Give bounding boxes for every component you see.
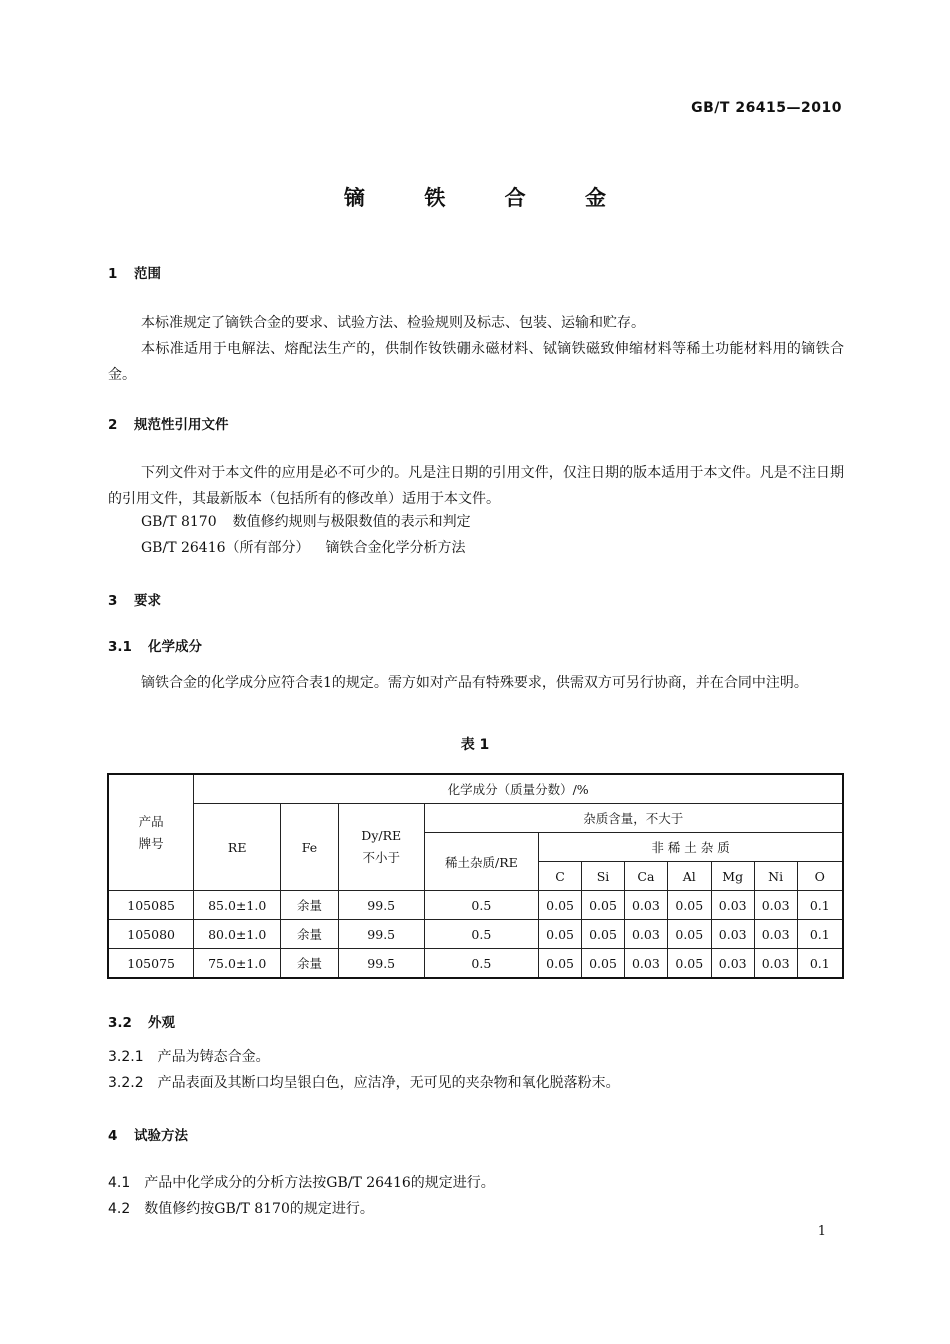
reference-code: GB/T 26416（所有部分） [141,540,310,556]
reference-item-2 [141,537,466,557]
impurity-ni-cell: 0.03 [754,949,797,979]
clause-text: 产品中化学成分的分析方法按GB/T 26416的规定进行。 [144,1175,495,1191]
fe-cell: 余量 [281,949,339,979]
reference-item-1 [141,511,471,531]
clause-number: 4.2 [108,1201,131,1217]
header-element-si: Si [582,862,625,891]
header-impurity: 杂质含量，不大于 [424,804,843,833]
table-row [108,949,843,979]
impurity-al-cell: 0.05 [667,891,711,920]
product-grade-cell: 105085 [108,891,194,920]
section-number: 2 [108,417,118,433]
impurity-si-cell: 0.05 [582,949,625,979]
header-element-ni: Ni [754,862,797,891]
header-re: RE [194,804,281,891]
dy-re-cell: 99.5 [338,949,424,979]
section-3-1-heading [108,635,202,655]
reference-title: 数值修约规则与极限数值的表示和判定 [232,514,471,530]
section-title: 外观 [148,1015,175,1031]
section-4-heading [108,1124,188,1144]
section-3-heading [108,589,161,609]
scope-paragraph-2: 本标准适用于电解法、熔配法生产的，供制作钕铁硼永磁材料、铽镝铁磁致伸缩材料等稀土功能材料用的镝铁合金。 [108,341,844,383]
header-product-grade: 产品 牌号 [108,774,194,891]
clause-3-2-1 [108,1046,270,1066]
clause-number: 4.1 [108,1175,131,1191]
clause-text: 产品为铸态合金。 [157,1049,270,1065]
section-3-2-heading [108,1011,175,1031]
header-non-rare-earth-impurity: 非 稀 土 杂 质 [539,833,843,862]
section-title: 范围 [134,266,161,282]
section-title: 规范性引用文件 [134,417,229,433]
impurity-si-cell: 0.05 [582,891,625,920]
impurity-c-cell: 0.05 [539,920,582,949]
clause-text: 产品表面及其断口均呈银白色，应洁净，无可见的夹杂物和氧化脱落粉末。 [157,1075,620,1091]
impurity-o-cell: 0.1 [797,891,843,920]
header-element-mg: Mg [711,862,754,891]
clause-number: 3.2.1 [108,1049,144,1065]
impurity-mg-cell: 0.03 [711,891,754,920]
impurity-ca-cell: 0.03 [624,920,667,949]
clause-4-1 [108,1172,495,1192]
section-number: 3 [108,593,118,609]
header-fe: Fe [281,804,339,891]
rare-earth-impurity-cell: 0.5 [424,949,539,979]
impurity-ni-cell: 0.03 [754,891,797,920]
rare-earth-impurity-cell: 0.5 [424,891,539,920]
impurity-mg-cell: 0.03 [711,920,754,949]
table-caption: 表 1 [460,737,490,753]
header-chemical-composition: 化学成分（质量分数）/% [194,774,843,804]
scope-paragraph-1: 本标准规定了镝铁合金的要求、试验方法、检验规则及标志、包装、运输和贮存。 [141,315,645,331]
chemistry-paragraph: 镝铁合金的化学成分应符合表1的规定。需方如对产品有特殊要求，供需双方可另行协商，并在合同中注明。 [141,675,808,691]
dy-re-cell: 99.5 [338,891,424,920]
header-element-ca: Ca [624,862,667,891]
section-number: 1 [108,266,118,282]
impurity-o-cell: 0.1 [797,920,843,949]
header-element-c: C [539,862,582,891]
fe-cell: 余量 [281,891,339,920]
table-row [108,920,843,949]
standard-code: GB/T 26415—2010 [691,100,842,116]
product-grade-cell: 105075 [108,949,194,979]
impurity-c-cell: 0.05 [539,891,582,920]
clause-3-2-2 [108,1072,620,1092]
table-row [108,891,843,920]
impurity-al-cell: 0.05 [667,920,711,949]
header-dy-re: Dy/RE 不小于 [338,804,424,891]
dy-re-cell: 99.5 [338,920,424,949]
impurity-al-cell: 0.05 [667,949,711,979]
section-number: 3.1 [108,639,132,655]
section-title: 化学成分 [148,639,202,655]
fe-cell: 余量 [281,920,339,949]
header-rare-earth-impurity: 稀土杂质/RE [424,833,539,891]
impurity-ca-cell: 0.03 [624,891,667,920]
impurity-o-cell: 0.1 [797,949,843,979]
section-number: 4 [108,1128,118,1144]
header-element-o: O [797,862,843,891]
document-title: 镝 铁 合 金 [344,186,632,210]
clause-text: 数值修约按GB/T 8170的规定进行。 [144,1201,374,1217]
composition-table [107,773,844,979]
section-2-heading [108,413,229,433]
section-1-heading [108,262,161,282]
rare-earth-impurity-cell: 0.5 [424,920,539,949]
header-element-al: Al [667,862,711,891]
reference-title: 镝铁合金化学分析方法 [325,540,466,556]
impurity-ca-cell: 0.03 [624,949,667,979]
impurity-mg-cell: 0.03 [711,949,754,979]
clause-4-2 [108,1198,374,1218]
impurity-ni-cell: 0.03 [754,920,797,949]
references-intro: 下列文件对于本文件的应用是必不可少的。凡是注日期的引用文件，仅注日期的版本适用于本文件。凡是不注日期的引用文件，其最新版本（包括所有的修改单）适用于本文件。 [108,465,844,507]
re-cell: 85.0±1.0 [194,891,281,920]
clause-number: 3.2.2 [108,1075,144,1091]
re-cell: 80.0±1.0 [194,920,281,949]
section-title: 试验方法 [134,1128,188,1144]
impurity-si-cell: 0.05 [582,920,625,949]
section-title: 要求 [134,593,161,609]
product-grade-cell: 105080 [108,920,194,949]
impurity-c-cell: 0.05 [539,949,582,979]
section-number: 3.2 [108,1015,132,1031]
re-cell: 75.0±1.0 [194,949,281,979]
page-number: 1 [817,1224,826,1239]
reference-code: GB/T 8170 [141,514,217,530]
